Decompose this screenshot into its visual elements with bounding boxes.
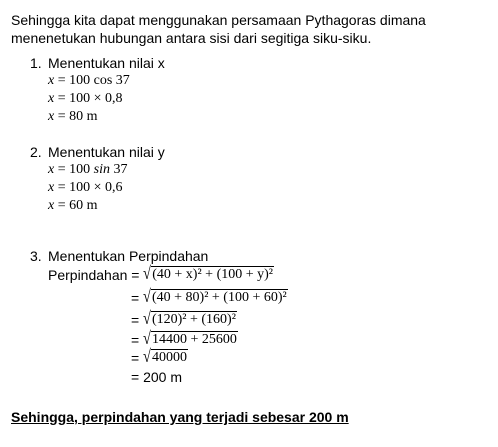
step-1-eq-2: x = 100 × 0,8 (48, 91, 123, 106)
step-3-title: Menentukan Perpindahan (48, 248, 209, 264)
step-2-eq-3: x = 60 m (48, 198, 98, 213)
sqrt-expression-2: √ (40 + 80)² + (100 + 60)² (143, 286, 287, 306)
sqrt-expression-5: √ 40000 (143, 346, 187, 366)
step-3-line-4: = √ 14400 + 25600 (131, 328, 237, 348)
step-1-number: 1. (30, 55, 42, 71)
sqrt-expression-1: √ (40 + x)² + (100 + y)² (143, 263, 273, 283)
step-3-line-1 (48, 264, 274, 282)
sqrt-expression-3: √ (120)² + (160)² (143, 308, 236, 328)
intro-line-1: Sehingga kita dapat menggunakan persamaan Pythagoras dimana (11, 12, 426, 28)
step-2-eq-2: x = 100 × 0,6 (48, 180, 123, 195)
step-1-title: Menentukan nilai x (48, 55, 165, 71)
conclusion: Sehingga, perpindahan yang terjadi sebesar 200 m (11, 409, 349, 425)
step-2-title: Menentukan nilai y (48, 144, 165, 160)
step-2-number: 2. (30, 144, 42, 160)
step-3-line-2: = √ (40 + 80)² + (100 + 60)² (131, 286, 287, 306)
step-3-line-3: = √ (120)² + (160)² (131, 308, 236, 328)
step-3-line-5: = √ 40000 (131, 346, 187, 366)
step-3-number: 3. (30, 248, 42, 264)
step-3-result: = 200 m (131, 369, 182, 385)
intro-line-2: menenetukan hubungan antara sisi dari segitiga siku-siku. (11, 30, 372, 46)
step-2-eq-1: x = 100 sin 37 (48, 162, 128, 177)
sqrt-expression-4: √ 14400 + 25600 (143, 328, 237, 348)
step-1-eq-1: x = 100 cos 37 (48, 73, 130, 88)
perpindahan-label: Perpindahan = (48, 267, 140, 283)
step-1-eq-3: x = 80 m (48, 109, 98, 124)
